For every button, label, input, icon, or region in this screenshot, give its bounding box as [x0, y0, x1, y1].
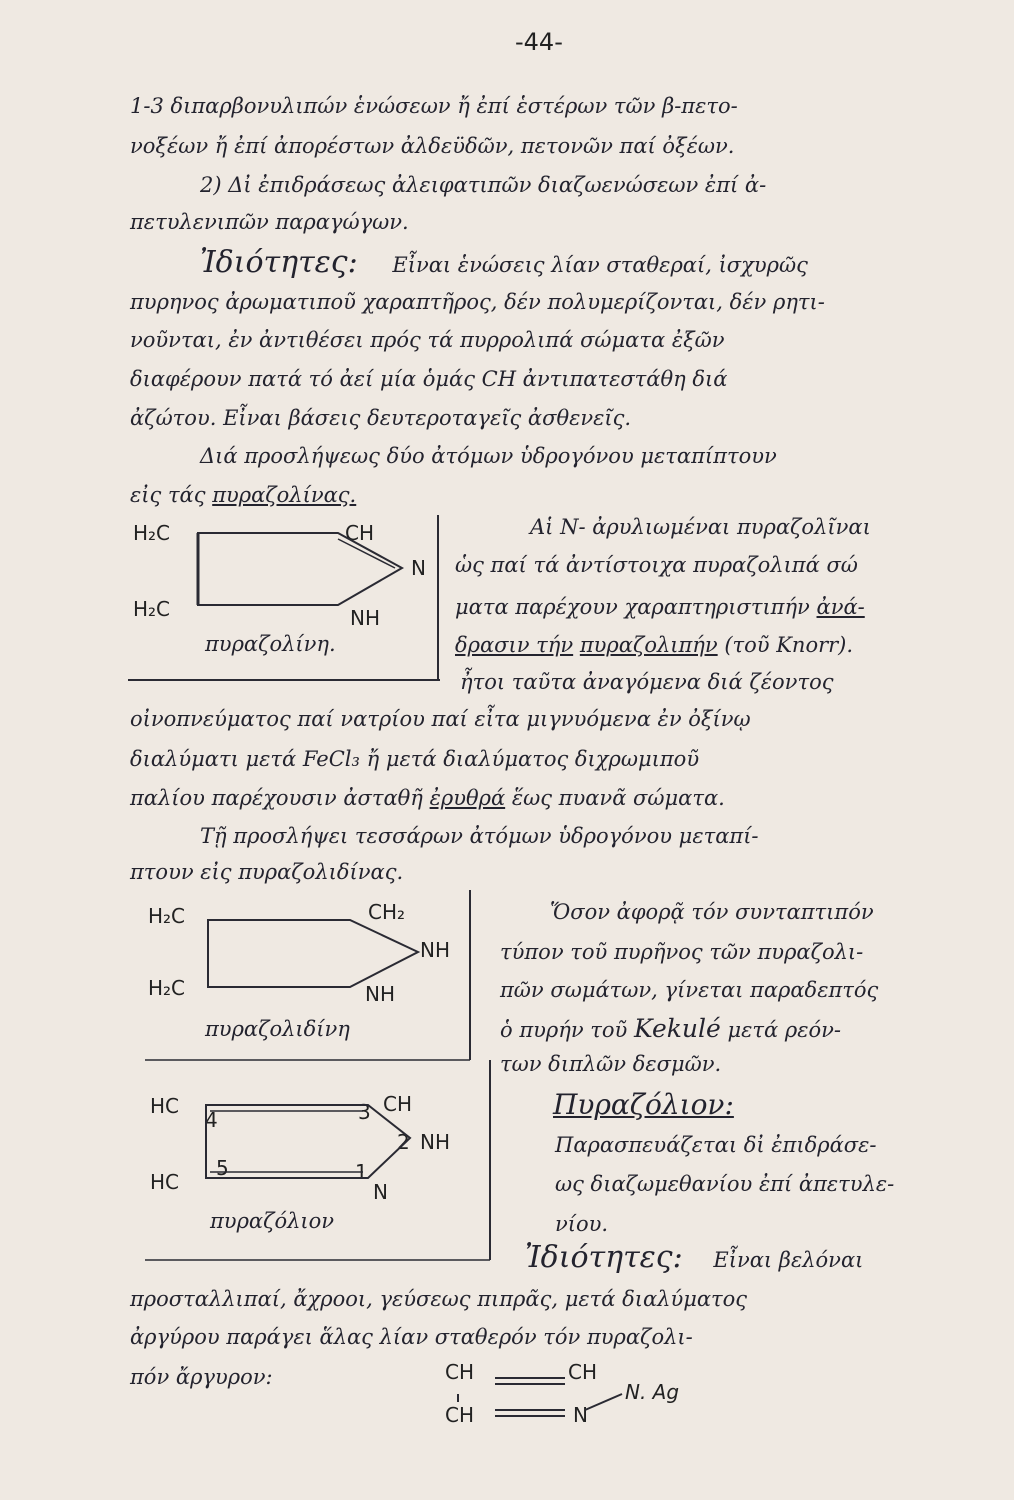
text-line — [500, 1014, 841, 1043]
text-line — [455, 595, 865, 619]
figure-frame — [0, 510, 460, 690]
atom-label: HC — [150, 1094, 180, 1118]
atom-label: NH — [420, 1130, 450, 1154]
caption-pyrazoline: πυραζολίνη. — [205, 632, 336, 656]
text-line: πτουν εἰς πυραζολιδίνας. — [130, 860, 404, 884]
text-fragment: ὁ πυρήν τοῦ — [500, 1018, 628, 1042]
atom-label: H₂C — [133, 597, 171, 621]
atom-label: H₂C — [148, 904, 186, 928]
properties-line — [525, 1240, 863, 1275]
pyrazolion-title: Πυραζόλιον: — [553, 1088, 734, 1121]
text-line: ὡς παί τά ἀντίστοιχα πυραζολιπά σώ — [455, 553, 858, 577]
text-line: προσταλλιπαί, ἄχροοι, γεύσεως πιπρᾶς, μετά διαλύματος — [130, 1287, 748, 1311]
text-line: πυρηνος ἀρωματιποῦ χαραπτῆρος, δέν πολυμερίζονται, δέν ρητι- — [130, 290, 825, 314]
text-line: πόν ἄργυρον: — [130, 1365, 273, 1389]
pyrazole-ring — [198, 1100, 423, 1190]
atom-label: NH — [350, 606, 380, 630]
caption-pyrazole: πυραζόλιον — [210, 1209, 335, 1233]
text-fragment: εἰς τάς — [130, 483, 206, 507]
text-line: νίου. — [555, 1212, 609, 1236]
atom-label: CH₂ — [368, 900, 406, 924]
atom-label: HC — [150, 1170, 180, 1194]
ring-number: 3 — [358, 1100, 371, 1124]
atom-label: N — [373, 1180, 388, 1204]
text-line: πετυλενιπῶν παραγώγων. — [130, 210, 409, 234]
text-line: νοῦνται, ἐν ἀντιθέσει πρός τά πυρρολιπά σώματα ἐξῶν — [130, 328, 725, 352]
text-line: Τῇ προσλήψει τεσσάρων ἀτόμων ὑδρογόνου μεταπί- — [200, 824, 759, 848]
text-line: οἰνοπνεύματος παί νατρίου παί εἶτα μιγνυόμενα ἐν ὀξίνῳ — [130, 707, 751, 731]
text-fragment: ματα παρέχουν χαραπτηριστιπήν — [455, 595, 810, 619]
ring-number: 5 — [216, 1156, 229, 1180]
text-line: Διά προσλήψεως δύο ἀτόμων ὑδρογόνου μεταπίπτουν — [200, 444, 777, 468]
text-fragment: δρασιν τήν — [455, 633, 574, 657]
text-line — [455, 633, 853, 657]
text-line: ἀργύρου παράγει ἅλας λίαν σταθερόν τόν πυραζολι- — [130, 1325, 693, 1349]
properties-heading: Ἰδιότητες: — [525, 1240, 683, 1275]
atom-label: CH — [445, 1360, 475, 1384]
properties-text: Εἶναι ἑνώσεις λίαν σταθεραί, ἰσχυρῶς — [392, 253, 808, 277]
atom-label: H₂C — [148, 976, 186, 1000]
text-line: των διπλῶν δεσμῶν. — [500, 1052, 722, 1076]
text-fragment: ἕως πυανᾶ σώματα. — [511, 786, 725, 810]
properties-line — [200, 245, 808, 280]
atom-label: N — [573, 1403, 588, 1427]
text-line: ἦτοι ταῦτα ἀναγόμενα διά ζέοντος — [460, 670, 834, 694]
text-line: πῶν σωμάτων, γίνεται παραδεπτός — [500, 978, 879, 1002]
ring-number: 1 — [355, 1160, 368, 1184]
atom-label: NH — [365, 982, 395, 1006]
text-line: Παρασπευάζεται δἰ ἐπιδράσε- — [555, 1133, 877, 1157]
atom-label: CH — [568, 1360, 598, 1384]
text-line — [130, 483, 356, 507]
term-ana: ἀνά- — [816, 595, 865, 619]
term-kekule: Kekulé — [633, 1014, 721, 1043]
atom-label: H₂C — [133, 521, 171, 545]
atom-label: CH — [345, 521, 375, 545]
ring-number: 4 — [205, 1108, 218, 1132]
text-fragment: (τοῦ Knorr). — [724, 633, 854, 657]
pyrazolion-heading — [553, 1088, 734, 1121]
atom-label: N. Ag — [625, 1380, 680, 1404]
term-pyrazolines: πυραζολίνας. — [212, 483, 357, 507]
atom-label: CH — [383, 1092, 413, 1116]
page-number: -44- — [515, 28, 563, 56]
properties-heading: Ἰδιότητες: — [200, 245, 358, 280]
properties-text: Εἶναι βελόναι — [713, 1248, 864, 1272]
text-line: διαφέρουν πατά τό ἀεί μία ὁμάς CH ἀντιπατεστάθη διά — [130, 367, 728, 391]
term-erythra: ἐρυθρά — [429, 786, 506, 810]
text-line: νοξέων ἤ ἐπί ἀπορέστων ἀλδεϋδῶν, πετονῶν παί ὀξέων. — [130, 134, 735, 158]
atom-label: NH — [420, 938, 450, 962]
term-pyrazoliki: πυραζολιπήν — [579, 633, 718, 657]
caption-pyrazolidine: πυραζολιδίνη — [205, 1017, 350, 1041]
text-line: 1-3 διπαρβονυλιπών ἑνώσεων ἤ ἐπί ἑστέρων τῶν β-πετο- — [130, 94, 738, 118]
text-line: ἀζώτου. Εἶναι βάσεις δευτεροταγεῖς ἀσθενεῖς. — [130, 406, 632, 430]
text-fragment: παλίου παρέχουσιν ἀσταθῆ — [130, 786, 423, 810]
text-fragment: μετά ρεόν- — [727, 1018, 842, 1042]
text-line: Αἱ Ν- ἀρυλιωμέναι πυραζολῖναι — [530, 515, 871, 539]
atom-label: CH — [445, 1403, 475, 1427]
text-line — [130, 786, 725, 810]
text-line: 2) Δἰ ἐπιδράσεως ἀλειφατιπῶν διαζωενώσεων ἐπί ἀ- — [200, 173, 767, 197]
text-line: Ὅσον ἀφορᾷ τόν συνταπτιπόν — [550, 900, 874, 924]
text-line: ως διαζωμεθανίου ἐπί ἀπετυλε- — [555, 1172, 895, 1196]
atom-label: N — [411, 556, 426, 580]
ring-number: 2 — [397, 1130, 410, 1154]
silver-salt-bonds — [450, 1370, 630, 1420]
text-line: διαλύματι μετά FeCl₃ ἤ μετά διαλύματος διχρωμιποῦ — [130, 747, 700, 771]
text-line: τύπον τοῦ πυρῆνος τῶν πυραζολι- — [500, 940, 864, 964]
